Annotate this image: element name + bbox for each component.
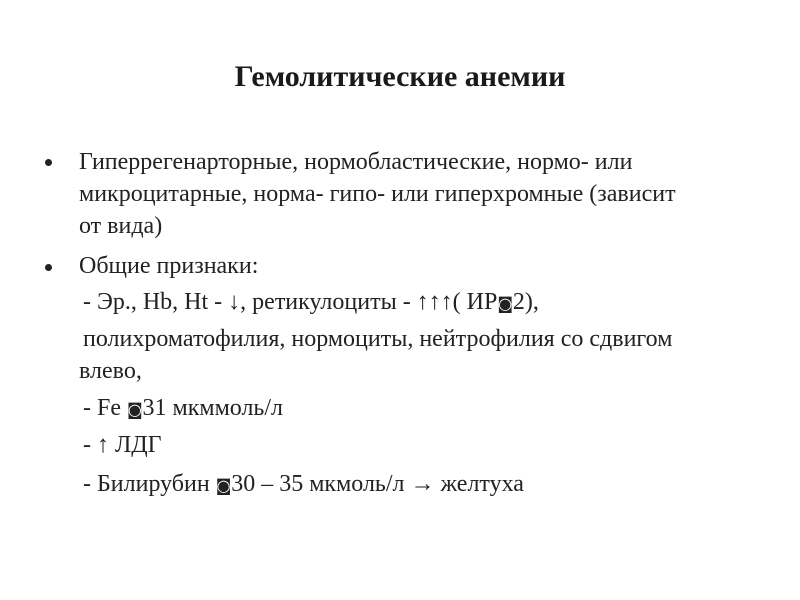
box-symbol-icon: ◙ — [497, 294, 513, 313]
sign-polychromatophilia-line-2: влево, — [79, 358, 142, 384]
box-symbol-icon: ◙ — [215, 476, 232, 495]
sign-bilirubin-line — [83, 469, 524, 501]
sign-ldh-line: - ↑ ЛДГ — [83, 432, 162, 458]
sign-erythrocytes-text: - Эр., Hb, Ht - ↓, ретикулоциты - ↑↑↑( ИР — [83, 289, 498, 315]
sign-bilirubin-label: - Билирубин — [83, 471, 216, 497]
sign-iron-value: 31 мкммоль/л — [142, 395, 284, 421]
box-symbol-icon: ◙ — [127, 400, 143, 419]
bullet-1-line-1: Гиперрегенарторные, нормобластические, нормо- или — [79, 149, 633, 175]
sign-erythrocytes-value: 2), — [512, 289, 539, 315]
bullet-1-line-3: от вида) — [79, 213, 163, 239]
bullet-dot — [45, 264, 52, 271]
bullet-1-line-2: микроцитарные, норма- гипо- или гиперхромные (зависит — [79, 181, 676, 207]
sign-polychromatophilia-line-1: полихроматофилия, нормоциты, нейтрофилия со сдвигом — [83, 326, 673, 352]
slide-title: Гемолитические анемии — [234, 60, 566, 93]
sign-erythrocytes-line — [83, 287, 539, 319]
sign-iron-line — [83, 393, 283, 425]
bullet-2-line-1: Общие признаки: — [79, 253, 259, 279]
sign-iron-label: - Fe — [83, 395, 127, 421]
sign-bilirubin-value: 30 – 35 мкмоль/л → желтуха — [231, 471, 524, 497]
bullet-dot — [45, 159, 52, 166]
